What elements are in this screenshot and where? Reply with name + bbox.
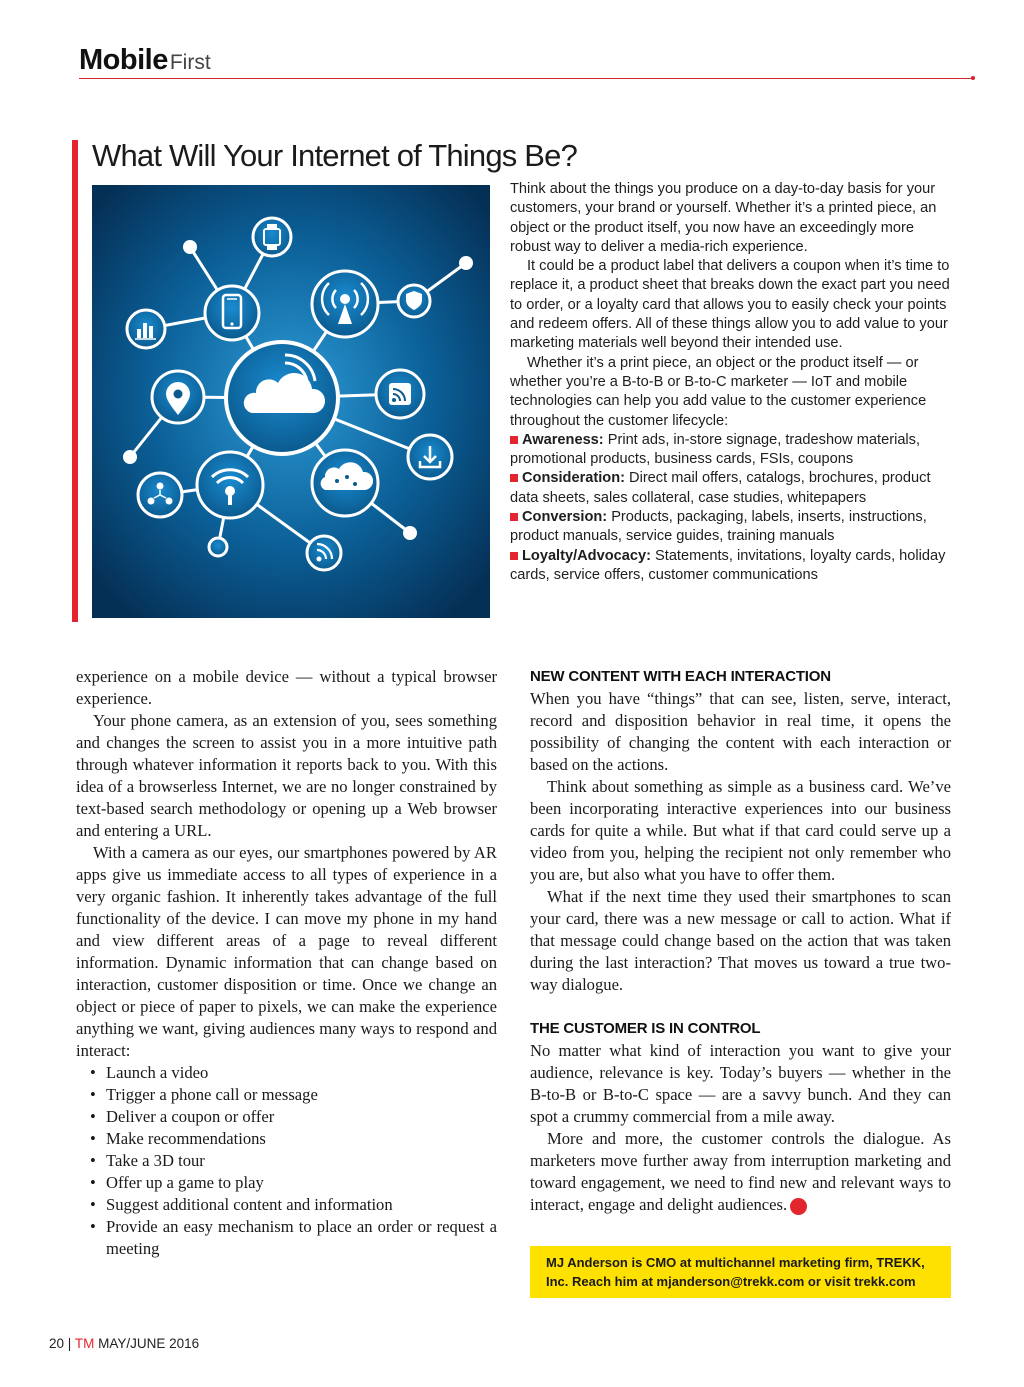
security-shield-icon bbox=[398, 285, 430, 317]
article-right-column bbox=[530, 666, 951, 1216]
bullet-dot-icon: • bbox=[90, 1107, 96, 1126]
wifi-icon bbox=[197, 452, 263, 518]
list-item-text: Provide an easy mechanism to place an order or request a meeting bbox=[106, 1217, 497, 1258]
list-item-text: Take a 3D tour bbox=[106, 1151, 205, 1170]
lifecycle-bullet-loyalty bbox=[510, 547, 952, 586]
interaction-list bbox=[76, 1062, 497, 1260]
footer-separator: | bbox=[67, 1336, 72, 1351]
red-square-bullet-icon bbox=[510, 436, 518, 444]
bullet-text: Statements, invitations, loyalty cards, holiday cards, service offers, customer communications bbox=[510, 547, 946, 583]
bullet-dot-icon: • bbox=[90, 1195, 96, 1214]
list-item bbox=[76, 1216, 497, 1260]
page-footer bbox=[49, 1336, 199, 1351]
bullet-label: Consideration: bbox=[522, 470, 625, 487]
list-item bbox=[76, 1084, 497, 1106]
lifecycle-bullet-awareness bbox=[510, 431, 952, 470]
issue-date: MAY/JUNE 2016 bbox=[98, 1336, 200, 1351]
cloud-icon bbox=[226, 342, 338, 454]
list-item bbox=[76, 1062, 497, 1084]
author-bio-text: MJ Anderson is CMO at multichannel marketing firm, TREKK, Inc. Reach him at mjanderson@trekk.com or visit trekk.com bbox=[546, 1255, 925, 1289]
bullet-text: Print ads, in-store signage, tradeshow materials, promotional products, business cards, FSIs, coupons bbox=[510, 431, 921, 468]
list-item bbox=[76, 1106, 497, 1128]
list-item bbox=[76, 1172, 497, 1194]
bullet-dot-icon: • bbox=[90, 1173, 96, 1192]
lifecycle-bullet-consideration bbox=[510, 469, 952, 508]
section-name: Mobile bbox=[79, 44, 168, 76]
bullet-dot-icon: • bbox=[90, 1151, 96, 1170]
article-paragraph bbox=[530, 1128, 951, 1216]
bullet-text: Products, packaging, labels, inserts, instructions, product manuals, service guides, training manuals bbox=[510, 509, 927, 545]
sidebar-paragraph: Whether it’s a print piece, an object or the product itself — or whether you’re a B-to-B or B-to-C marketer — IoT and mobile technologies can help you add value to the customer experience throughout the customer lifecycle: bbox=[510, 354, 927, 429]
bullet-dot-icon: • bbox=[90, 1217, 96, 1236]
red-square-bullet-icon bbox=[510, 474, 518, 482]
bullet-label: Conversion: bbox=[522, 509, 608, 526]
article-paragraph: experience on a mobile device — without a typical browser experience. bbox=[76, 667, 497, 708]
section-heading: THE CUSTOMER IS IN CONTROL bbox=[530, 1020, 761, 1037]
rss-feed-icon bbox=[376, 370, 424, 418]
header-rule-dot bbox=[971, 76, 975, 80]
broadcast-icon bbox=[312, 271, 378, 337]
location-pin-icon bbox=[152, 371, 204, 423]
network-users-icon bbox=[138, 473, 182, 517]
list-item-text: Offer up a game to play bbox=[106, 1173, 264, 1192]
sidebar-accent-bar bbox=[72, 140, 78, 622]
bullet-text: Direct mail offers, catalogs, brochures, product data sheets, sales collateral, case studies, whitepapers bbox=[510, 470, 931, 506]
red-square-bullet-icon bbox=[510, 513, 518, 521]
list-item-text: Launch a video bbox=[106, 1063, 209, 1082]
sidebar-paragraph: It could be a product label that delivers a coupon when it’s time to replace it, a product sheet that breaks down the exact part you need to order, or a loyalty card that allows you to easily check your points and redeem offers. All of these things allow you to add value to your marketing materials well beyond their intended use. bbox=[510, 258, 950, 352]
bullet-dot-icon: • bbox=[90, 1085, 96, 1104]
sidebar-title: What Will Your Internet of Things Be? bbox=[92, 138, 578, 173]
wifi-small-icon bbox=[307, 536, 341, 570]
list-item bbox=[76, 1150, 497, 1172]
header-rule bbox=[79, 78, 974, 79]
article-paragraph: With a camera as our eyes, our smartphones powered by AR apps give us immediate access to all types of experience in a very organic fashion. It inherently takes advantage of the full functionality of the device. I can move my phone in my hand and view different areas of a page to reveal different information. Dynamic information that can change based on interaction, customer disposition or time. Once we change an object or piece of paper to pixels, we can make the experience anything we want, giving audiences many ways to respond and interact: bbox=[76, 843, 497, 1060]
list-item bbox=[76, 1128, 497, 1150]
article-paragraph: When you have “things” that can see, listen, serve, interact, record and disposition behavior in real time, it opens the possibility of changing the content with each interaction or based on the actions. bbox=[530, 689, 951, 774]
list-item-text: Suggest additional content and information bbox=[106, 1195, 393, 1214]
publication-name: TM bbox=[74, 1336, 95, 1351]
download-icon bbox=[408, 435, 452, 479]
tm-end-mark-icon: TM bbox=[790, 1198, 807, 1215]
sidebar-paragraph: Think about the things you produce on a day-to-day basis for your customers, your brand or yourself. Whether it’s a printed piece, an object or the product itself, you now have an exceedingly more robust way to deliver a media-rich experience. bbox=[510, 181, 937, 255]
bullet-dot-icon: • bbox=[90, 1129, 96, 1148]
bullet-label: Awareness: bbox=[522, 431, 604, 448]
smartwatch-icon bbox=[253, 218, 291, 256]
article-paragraph-text: More and more, the customer controls the dialogue. As marketers move further away from interruption marketing and toward engagement, we need to find new and relevant ways to interact, engage and delight audiences. bbox=[530, 1129, 951, 1214]
list-item-text: Trigger a phone call or message bbox=[106, 1085, 318, 1104]
article-paragraph: Your phone camera, as an extension of you, sees something and changes the screen to assist you in a more intuitive path through whatever information it reports back to you. With this idea of a browserless Internet, we are no longer constrained by text-based search methodology or opening up a Web browser and entering a URL. bbox=[76, 711, 497, 840]
sidebar-body bbox=[510, 180, 952, 585]
author-bio-box bbox=[530, 1246, 951, 1298]
bullet-label: Loyalty/Advocacy: bbox=[522, 547, 651, 564]
article-paragraph: Think about something as simple as a business card. We’ve been incorporating interactive experiences into our business cards for quite a while. But what if that card could serve up a video from you, helping the recipient not only remember who you are, but also what you have to offer them. bbox=[530, 777, 951, 884]
cloud-network-icon bbox=[312, 450, 378, 516]
list-item-text: Deliver a coupon or offer bbox=[106, 1107, 275, 1126]
red-square-bullet-icon bbox=[510, 552, 518, 560]
page-number: 20 bbox=[49, 1336, 65, 1351]
bullet-dot-icon: • bbox=[90, 1063, 96, 1082]
section-heading: NEW CONTENT WITH EACH INTERACTION bbox=[530, 668, 831, 685]
article-left-column bbox=[76, 666, 497, 1260]
article-paragraph: What if the next time they used their smartphones to scan your card, there was a new message or call to action. What if that message could change based on the action that was taken during the last interaction? That moves us toward a true two-way dialogue. bbox=[530, 887, 951, 994]
bar-chart-icon bbox=[127, 310, 165, 348]
iot-network-illustration bbox=[92, 185, 490, 618]
lifecycle-bullet-conversion bbox=[510, 508, 952, 547]
article-paragraph: No matter what kind of interaction you want to give your audience, relevance is key. Today’s buyers — whether in the B-to-B or B-to-C space — are a savvy bunch. And they can spot a crummy commercial from a mile away. bbox=[530, 1041, 951, 1126]
list-item-text: Make recommendations bbox=[106, 1129, 266, 1148]
section-header bbox=[79, 44, 211, 77]
list-item bbox=[76, 1194, 497, 1216]
mobile-phone-icon bbox=[205, 286, 259, 340]
section-subname: First bbox=[169, 51, 211, 74]
